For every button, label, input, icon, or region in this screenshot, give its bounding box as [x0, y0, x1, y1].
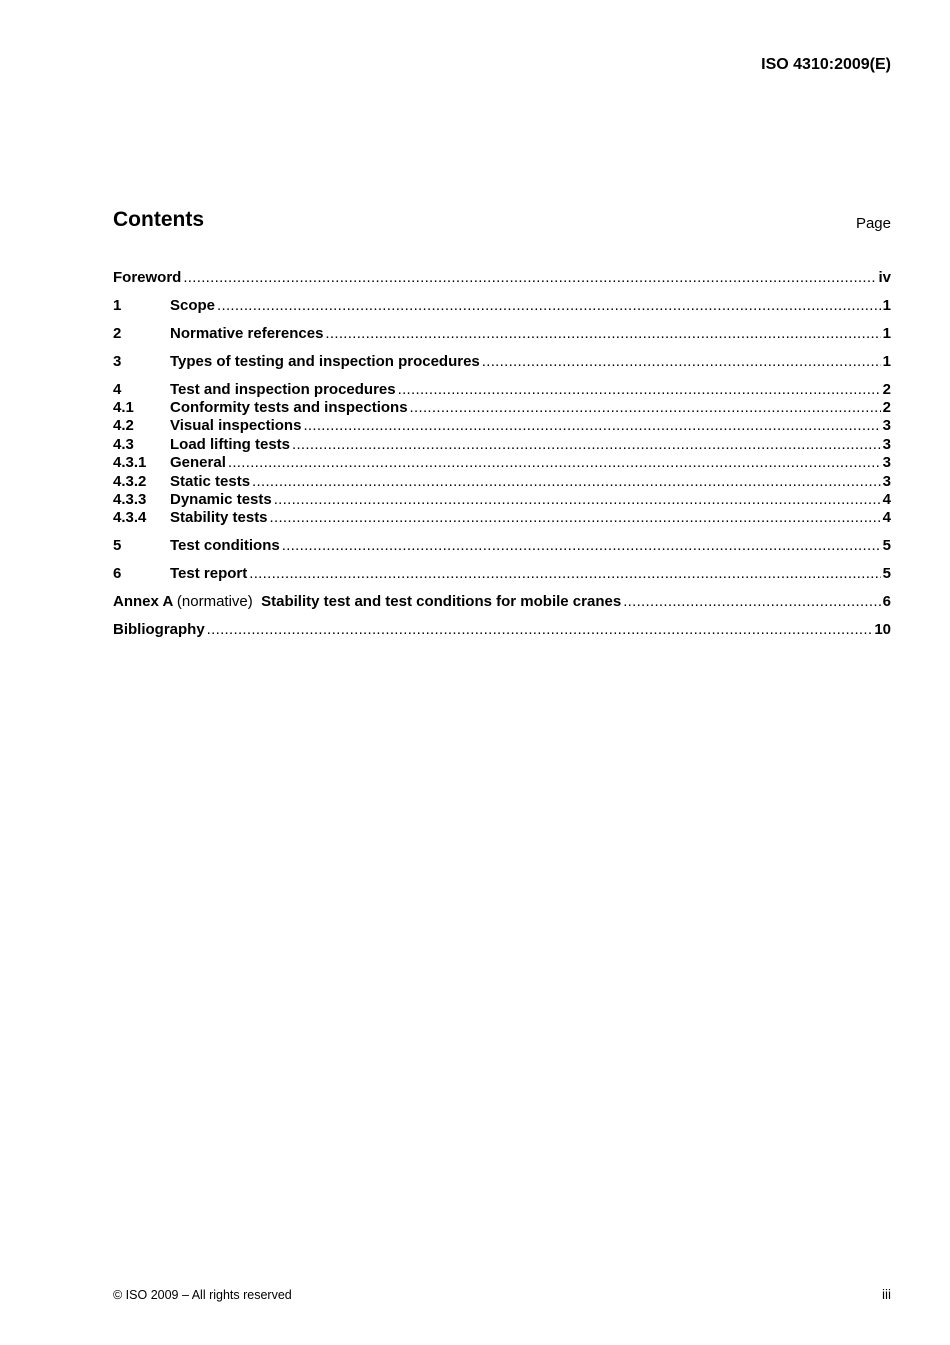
toc-entry-number: 4.3.4	[113, 509, 147, 527]
toc-entry-number: 5	[113, 537, 122, 555]
toc-dot-leader	[325, 325, 880, 343]
toc-dot-leader	[183, 269, 876, 287]
page-column-label: Page	[855, 215, 891, 232]
toc-entry-title: Test and inspection procedures	[170, 380, 396, 398]
toc-entry-page: 3	[882, 472, 891, 490]
toc-entry-dynamic-tests[interactable]	[113, 491, 891, 509]
toc-entry-static-tests[interactable]	[113, 473, 891, 491]
toc-entry-number: 4.1	[113, 398, 134, 416]
toc-entry-bibliography[interactable]	[113, 621, 891, 639]
toc-entry-page: 5	[882, 537, 891, 555]
toc-entry-title	[113, 593, 621, 611]
toc-entry-number: 4.3.2	[113, 472, 147, 490]
toc-dot-leader	[249, 565, 880, 583]
toc-entry-page: 4	[882, 490, 891, 508]
toc-entry-visual-inspections[interactable]	[113, 417, 891, 435]
toc-entry-number: 4.3.1	[113, 454, 147, 472]
toc-dot-leader	[217, 297, 881, 315]
toc-entry-test-and-inspection-procedures[interactable]	[113, 381, 891, 399]
toc-entry-load-lifting-tests[interactable]	[113, 436, 891, 454]
toc-entry-title: Test conditions	[170, 537, 280, 555]
toc-dot-leader	[274, 491, 881, 509]
toc-entry-foreword[interactable]	[113, 269, 891, 287]
toc-entry-test-conditions[interactable]	[113, 537, 891, 555]
annex-title: Stability test and test conditions for mobile cranes	[261, 592, 622, 610]
toc-entry-page: 3	[882, 454, 891, 472]
toc-entry-title: Stability tests	[170, 509, 268, 527]
toc-entry-title: Dynamic tests	[170, 490, 272, 508]
toc-dot-leader	[410, 399, 881, 417]
toc-entry-number: 4	[113, 380, 122, 398]
toc-entry-page: iv	[878, 269, 891, 286]
toc-entry-title: Load lifting tests	[170, 435, 290, 453]
annex-label: Annex A	[113, 592, 173, 610]
toc-entry-number: 4.2	[113, 417, 134, 435]
contents-heading: Contents	[113, 208, 204, 231]
toc-entry-page: 1	[882, 296, 891, 314]
toc-entry-title: Visual inspections	[170, 417, 302, 435]
toc-dot-leader	[282, 537, 881, 555]
toc-entry-number: 4.3.3	[113, 490, 147, 508]
toc-entry-page: 10	[874, 620, 891, 638]
toc-entry-title: General	[170, 454, 226, 472]
toc-entry-page: 4	[882, 509, 891, 527]
toc-dot-leader	[292, 436, 881, 454]
toc-entry-title: Types of testing and inspection procedures	[170, 352, 480, 370]
toc-entry-test-report[interactable]	[113, 565, 891, 583]
toc-entry-conformity-tests[interactable]	[113, 399, 891, 417]
toc-dot-leader	[228, 454, 881, 472]
toc-entry-page: 3	[882, 435, 891, 453]
toc-entry-page: 1	[882, 324, 891, 342]
toc-dot-leader	[482, 353, 881, 371]
footer-page-number: iii	[882, 1287, 891, 1302]
toc-entry-general[interactable]	[113, 454, 891, 472]
toc-entry-number: 1	[113, 296, 122, 314]
toc-entry-types-of-testing[interactable]	[113, 353, 891, 371]
toc-entry-number: 3	[113, 352, 122, 370]
table-of-contents	[113, 269, 891, 639]
toc-dot-leader	[270, 509, 881, 527]
toc-entry-number: 4.3	[113, 435, 134, 453]
annex-type: (normative)	[176, 592, 253, 610]
toc-entry-page: 1	[882, 352, 891, 370]
toc-entry-title: Bibliography	[113, 620, 205, 638]
toc-entry-title: Conformity tests and inspections	[170, 398, 408, 416]
toc-entry-page: 2	[882, 380, 891, 398]
toc-entry-scope[interactable]	[113, 297, 891, 315]
toc-dot-leader	[252, 473, 881, 491]
toc-dot-leader	[207, 621, 873, 639]
toc-entry-title: Scope	[170, 296, 216, 314]
document-id: ISO 4310:2009(E)	[761, 56, 891, 73]
toc-entry-number: 6	[113, 565, 122, 583]
toc-dot-leader	[303, 417, 880, 435]
toc-entry-title: Static tests	[170, 472, 251, 490]
footer-copyright: © ISO 2009 – All rights reserved	[113, 1288, 292, 1302]
toc-entry-page: 5	[882, 565, 891, 583]
toc-entry-normative-references[interactable]	[113, 325, 891, 343]
toc-entry-page: 2	[882, 398, 891, 416]
toc-dot-leader	[398, 381, 881, 399]
toc-entry-title: Foreword	[113, 269, 182, 286]
toc-entry-page: 3	[882, 417, 891, 435]
toc-entry-stability-tests[interactable]	[113, 509, 891, 527]
toc-entry-title: Normative references	[170, 324, 324, 342]
toc-entry-number: 2	[113, 324, 122, 342]
toc-entry-title: Test report	[170, 565, 248, 583]
toc-dot-leader	[623, 593, 880, 611]
toc-entry-annex-a[interactable]	[113, 593, 891, 611]
toc-entry-page: 6	[882, 592, 891, 610]
